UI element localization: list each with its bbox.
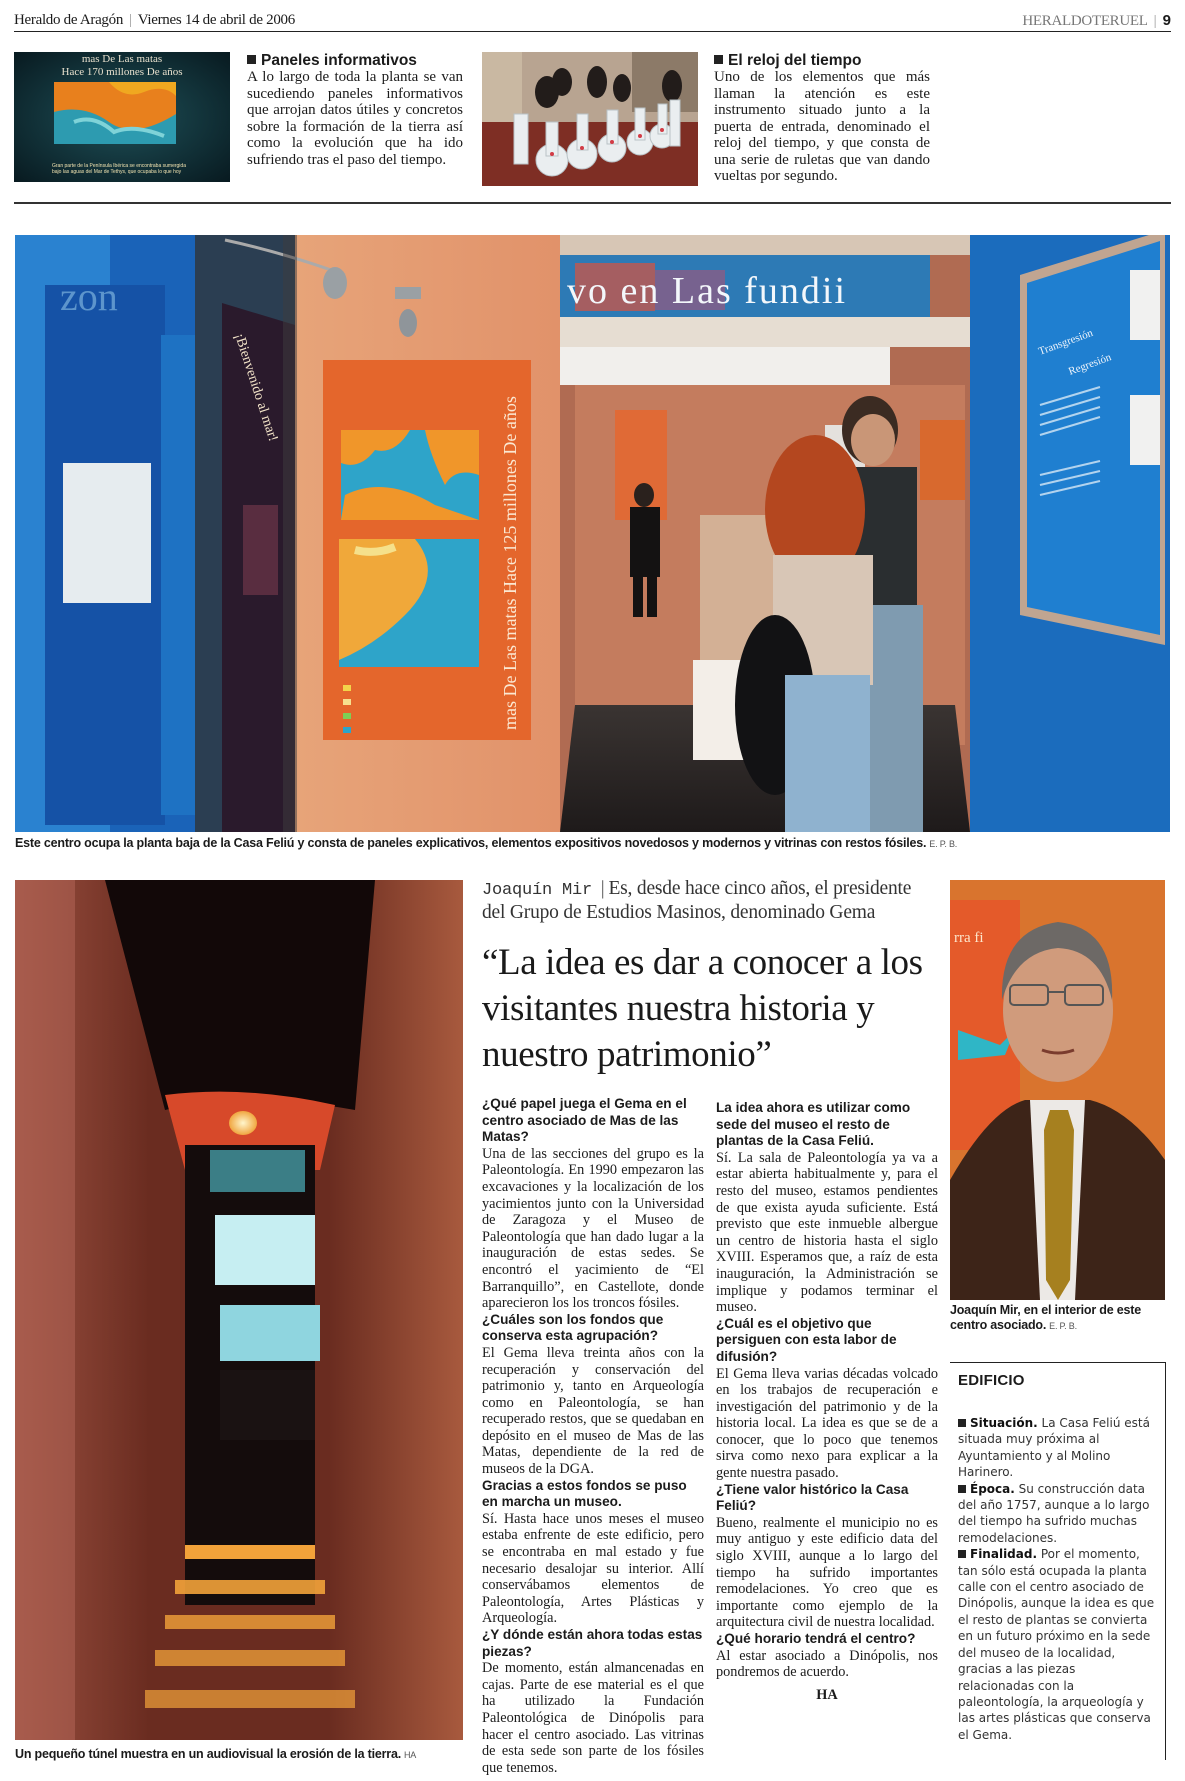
interview-column-2 bbox=[716, 1100, 938, 1703]
answer: Una de las secciones del grupo es la Paleontología. En 1990 empezaron las excavaciones y la localización de los yacimientos junto con la Universidad de Zaragoza y el Museo de Paleontología que han dado lugar a la inauguración de estas sedes. Se encontró el yacimiento de “El Barranquillo”, en Castellote, donde aparecieron los los troncos fósiles. bbox=[482, 1145, 704, 1312]
background-panel-text: rra fi bbox=[954, 930, 984, 946]
question: ¿Cuál es el objetivo que persiguen con esta labor de difusión? bbox=[716, 1315, 897, 1364]
sidebar-item bbox=[958, 1415, 1155, 1481]
main-photo-image bbox=[15, 235, 1170, 832]
answer: El Gema lleva treinta años con la recuperación y conservación del patrimonio y, tanto en Arqueología como en Paleontología, se han recuperado restos, que se quedaban en depósito en el museo de Mas de las Matas, dependiente de la red de museos de la DGA. bbox=[482, 1344, 704, 1478]
brief-paneles bbox=[247, 52, 463, 168]
square-bullet-icon bbox=[247, 55, 256, 64]
tunnel-photo bbox=[15, 880, 463, 1740]
item-text: La Casa Feliú está situada muy próxima al Ayuntamiento y al Molino Harinero. bbox=[958, 1416, 1150, 1480]
sidebar-item bbox=[958, 1546, 1155, 1743]
question: ¿Qué papel juega el Gema en el centro asociado de Mas de las Matas? bbox=[482, 1096, 687, 1145]
sidebar-items bbox=[958, 1415, 1155, 1743]
interview-intro bbox=[482, 878, 937, 924]
answer: Sí. Hasta hace unos meses el museo estaba enfrente de este edificio, pero se encontraba en mal estado y fue necesario desalojar su interior. Allí conservábamos elementos de Paleontología, Artes Plásticas y Arqueología. bbox=[482, 1510, 704, 1627]
item-label: Situación. bbox=[970, 1416, 1038, 1430]
brief-reloj bbox=[714, 52, 930, 185]
headline: “La idea es dar a conocer a los visitantes nuestra historia y nuestro patrimonio” bbox=[482, 942, 923, 1075]
question: Gracias a estos fondos se puso en marcha un museo. bbox=[482, 1477, 687, 1510]
square-bullet-icon bbox=[958, 1550, 966, 1558]
brief-title-text: El reloj del tiempo bbox=[728, 52, 862, 69]
item-text: Su construcción data del año 1757, aunque a lo largo del tiempo ha sufrido muchas remodelaciones. bbox=[958, 1481, 1150, 1545]
brief-title-text: Paneles informativos bbox=[261, 52, 417, 69]
question: ¿Qué horario tendrá el centro? bbox=[716, 1631, 916, 1646]
right-panel-heading-2: Regresión bbox=[1066, 351, 1113, 378]
sidebar-title: EDIFICIO bbox=[958, 1372, 1025, 1389]
caption-text: Este centro ocupa la planta baja de la Casa Feliú y consta de paneles explicativos, elementos expositivos novedosos y modernos y vitrinas con restos fósiles. bbox=[15, 836, 927, 850]
masthead-left bbox=[14, 12, 295, 29]
brief-title bbox=[714, 52, 930, 69]
caption-text: Joaquín Mir, en el interior de este centro asociado. bbox=[950, 1303, 1141, 1332]
answer: Bueno, realmente el municipio no es muy antiguo y este edificio data del siglo XVIII, aunque a lo largo del tiempo ha sufrido importantes remodelaciones. Yo creo que es importante como ejemplo de la arquitectura civil de nuestra localidad. bbox=[716, 1514, 938, 1631]
brief-body: Uno de los elementos que más llaman la atención es este instrumento situado junto a la puerta de entrada, denominado el reloj del tiempo, y que consta de una serie de ruletas que van dando vueltas por segundo. bbox=[714, 69, 930, 184]
question: ¿Y dónde están ahora todas estas piezas? bbox=[482, 1627, 703, 1659]
tunnel-photo-image bbox=[15, 880, 463, 1740]
separator: | bbox=[1153, 13, 1157, 29]
main-photo-caption bbox=[15, 836, 1175, 850]
separator: | bbox=[600, 878, 605, 899]
sidebar-item bbox=[958, 1481, 1155, 1547]
sidebar-edificio bbox=[950, 1362, 1166, 1760]
svg-text:¡Bienvenido al mar!: ¡Bienvenido al mar! bbox=[231, 331, 281, 444]
answer: El Gema lleva varias décadas volcado en los trabajos de recuperación e investigación del patrimonio y de la historia local. La idea es que se de a conocer, que lo poco que tenemos sirva como nexo para explicar a la gente nuestra pasado. bbox=[716, 1365, 938, 1482]
item-text: Por el momento, tan sólo está ocupada la planta calle con el centro asociado de Dinópolis, aunque la idea es que el resto de plantas se convierta en un futuro próximo en la sede del museo de la localidad, gracias a las piezas relacionadas con la paleontología, la arqueología y las artes plásticas que conserva el Gema. bbox=[958, 1547, 1155, 1742]
photo-credit: E. P. B. bbox=[929, 839, 958, 849]
horizontal-rule bbox=[14, 202, 1171, 204]
square-bullet-icon bbox=[714, 55, 723, 64]
section-brand: HERALDOTERUEL bbox=[1022, 13, 1148, 29]
question: ¿Tiene valor histórico la Casa Feliú? bbox=[716, 1481, 909, 1514]
portrait-image bbox=[950, 880, 1165, 1300]
interview-column-1 bbox=[482, 1096, 704, 1776]
question: La idea ahora es utilizar como sede del museo el resto de plantas de la Casa Feliú. bbox=[716, 1100, 911, 1149]
item-label: Época. bbox=[970, 1481, 1015, 1496]
right-panel-heading-1: Transgresión bbox=[1036, 327, 1095, 358]
panel-footnote: Gran parte de la Península Ibérica se encontraba sumergida bajo las aguas del Mar de Tethys, que ocupaba lo que hoy bbox=[52, 163, 186, 175]
masthead-right bbox=[1022, 12, 1171, 30]
clock-photo-image bbox=[482, 52, 698, 186]
subject-name: Joaquín Mir bbox=[482, 881, 593, 900]
masthead bbox=[14, 10, 1171, 32]
author-signature: HA bbox=[816, 1686, 838, 1703]
panel-photo bbox=[14, 52, 230, 182]
answer: De momento, están almancenadas en cajas. Parte de ese material es el que ha utilizado la Fundación Paleontológica de Dinópolis para hacer el centro asociado. Las vitrinas de esta sede son parte de los fósiles que tenemos. bbox=[482, 1660, 704, 1776]
svg-text:zon: zon bbox=[60, 274, 118, 319]
answer: Al estar asociado a Dinópolis, nos pondremos de acuerdo. bbox=[716, 1647, 938, 1681]
photo-credit: HA bbox=[404, 1750, 417, 1760]
publication-name: Heraldo de Aragón bbox=[14, 12, 124, 28]
brief-title bbox=[247, 52, 463, 69]
square-bullet-icon bbox=[958, 1419, 966, 1427]
main-photo bbox=[15, 235, 1170, 832]
brief-body: A lo largo de toda la planta se van sucediendo paneles informativos que arrojan datos útiles y concretos sobre la formación de la tierra así como la evolución que ha ido sufriendo tras el paso del tiempo. bbox=[247, 69, 463, 168]
panel-title-line-2: Hace 170 millones De años bbox=[61, 66, 183, 78]
panel-title-line-1: mas De Las matas bbox=[81, 53, 163, 65]
page-number: 9 bbox=[1162, 12, 1171, 29]
portrait-caption bbox=[950, 1303, 1172, 1334]
vertical-panel-text: mas De Las matas Hace 125 millones De años bbox=[500, 396, 520, 730]
banner-text: vo en Las fundii bbox=[567, 270, 848, 312]
intro-text: Es, desde hace cinco años, el presidente del Grupo de Estudios Masinos, denominado Gema bbox=[482, 878, 912, 923]
separator: | bbox=[129, 12, 132, 28]
issue-date: Viernes 14 de abril de 2006 bbox=[137, 12, 295, 28]
tunnel-caption bbox=[15, 1747, 475, 1761]
photo-credit: E. P. B. bbox=[1049, 1321, 1077, 1331]
question: ¿Cuáles son los fondos que conserva esta agrupación? bbox=[482, 1311, 664, 1344]
clock-photo bbox=[482, 52, 698, 186]
portrait-photo bbox=[950, 880, 1165, 1300]
panel-title bbox=[14, 53, 230, 79]
square-bullet-icon bbox=[958, 1485, 966, 1493]
answer: Sí. La sala de Paleontología ya va a estar abierta habitualmente y, para el resto del museo, estamos pendientes de que exista ayuda suficiente. Está previsto que este inmueble albergue un centro de historia hasta el siglo XVIII. Esperamos que, a raíz de esta inauguración, la Administración se implique y podamos terminar el museo. bbox=[716, 1149, 938, 1316]
item-label: Finalidad. bbox=[970, 1547, 1038, 1562]
caption-text: Un pequeño túnel muestra en un audiovisual la erosión de la tierra. bbox=[15, 1747, 401, 1761]
